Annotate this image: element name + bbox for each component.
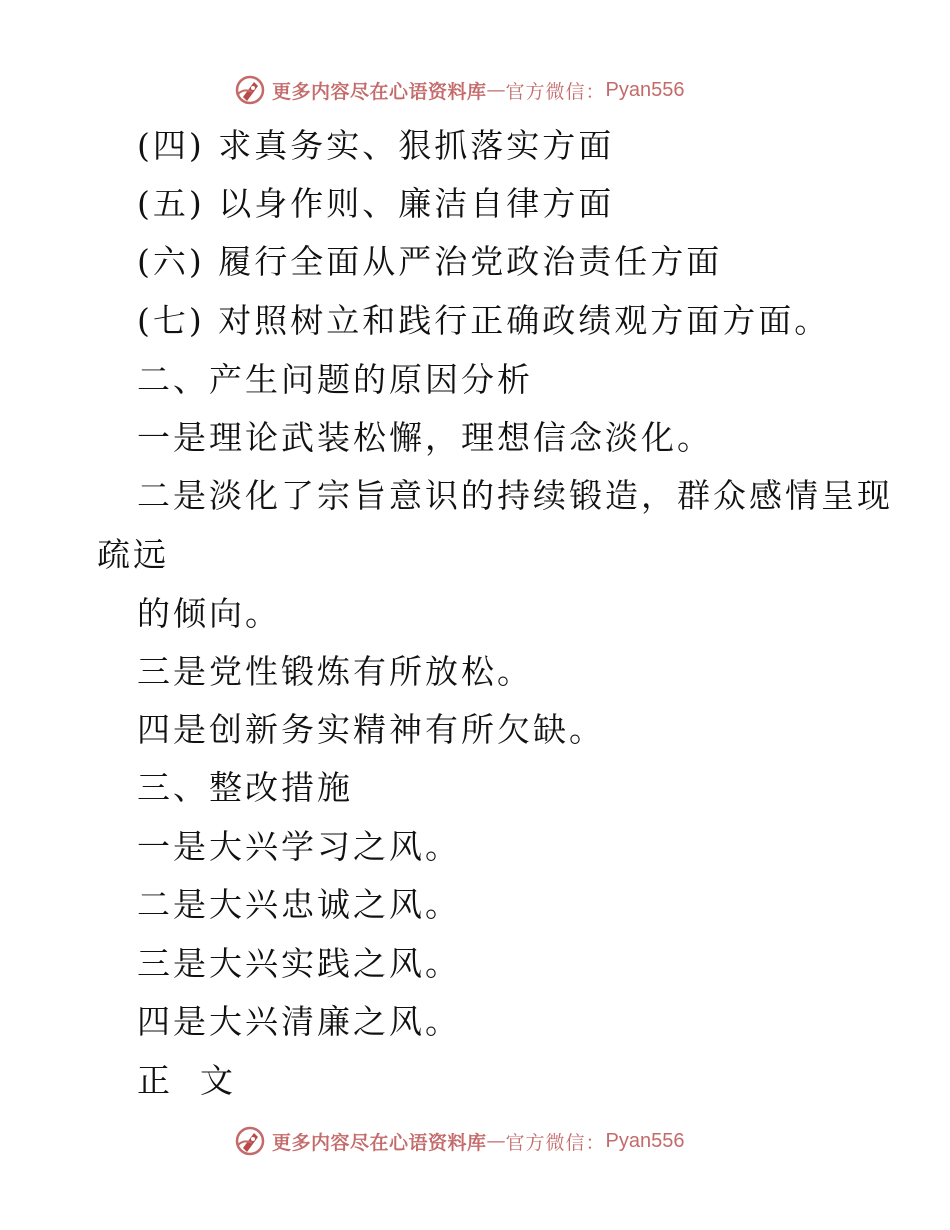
banner-wechat-id: Pyan556	[605, 1129, 685, 1152]
body-line-13: 一是大兴学习之风。	[137, 827, 461, 866]
pen-nib-logo-icon	[234, 74, 266, 106]
section-heading-2: 二、产生问题的原因分析	[137, 360, 533, 399]
body-line-9: 的倾向。	[137, 594, 281, 633]
body-line-4: (七) 对照树立和践行正确政绩观方面方面。	[137, 301, 831, 340]
banner-separator: —	[486, 1130, 506, 1152]
body-line-10: 三是党性锻炼有所放松。	[137, 652, 533, 691]
footer-banner	[234, 1124, 685, 1158]
body-line-8: 疏远	[97, 535, 169, 574]
body-line-2: (五) 以身作则、廉洁自律方面	[137, 184, 615, 223]
body-line-6: 一是理论武装松懈，理想信念淡化。	[137, 418, 713, 457]
body-line-11: 四是创新务实精神有所欠缺。	[137, 710, 605, 749]
banner-wechat-id: Pyan556	[605, 78, 685, 101]
banner-sub-text: 官方微信：	[505, 1131, 606, 1154]
body-line-3: (六) 履行全面从严治党政治责任方面	[137, 242, 723, 281]
section-heading-3: 三、整改措施	[137, 768, 353, 807]
body-line-16: 四是大兴清廉之风。	[137, 1002, 461, 1041]
pen-nib-logo-icon	[234, 1125, 266, 1157]
body-line-1: (四) 求真务实、狠抓落实方面	[137, 126, 615, 165]
body-line-17: 正 文	[137, 1061, 236, 1100]
body-line-14: 二是大兴忠诚之风。	[137, 885, 461, 924]
banner-main-text: 更多内容尽在心语资料库	[272, 1131, 487, 1154]
body-line-7: 二是淡化了宗旨意识的持续锻造，群众感情呈现	[137, 476, 893, 515]
banner-separator: —	[486, 79, 506, 101]
body-line-15: 三是大兴实践之风。	[137, 944, 461, 983]
banner-main-text: 更多内容尽在心语资料库	[272, 80, 487, 103]
banner-sub-text: 官方微信：	[505, 80, 606, 103]
header-banner	[234, 73, 685, 107]
